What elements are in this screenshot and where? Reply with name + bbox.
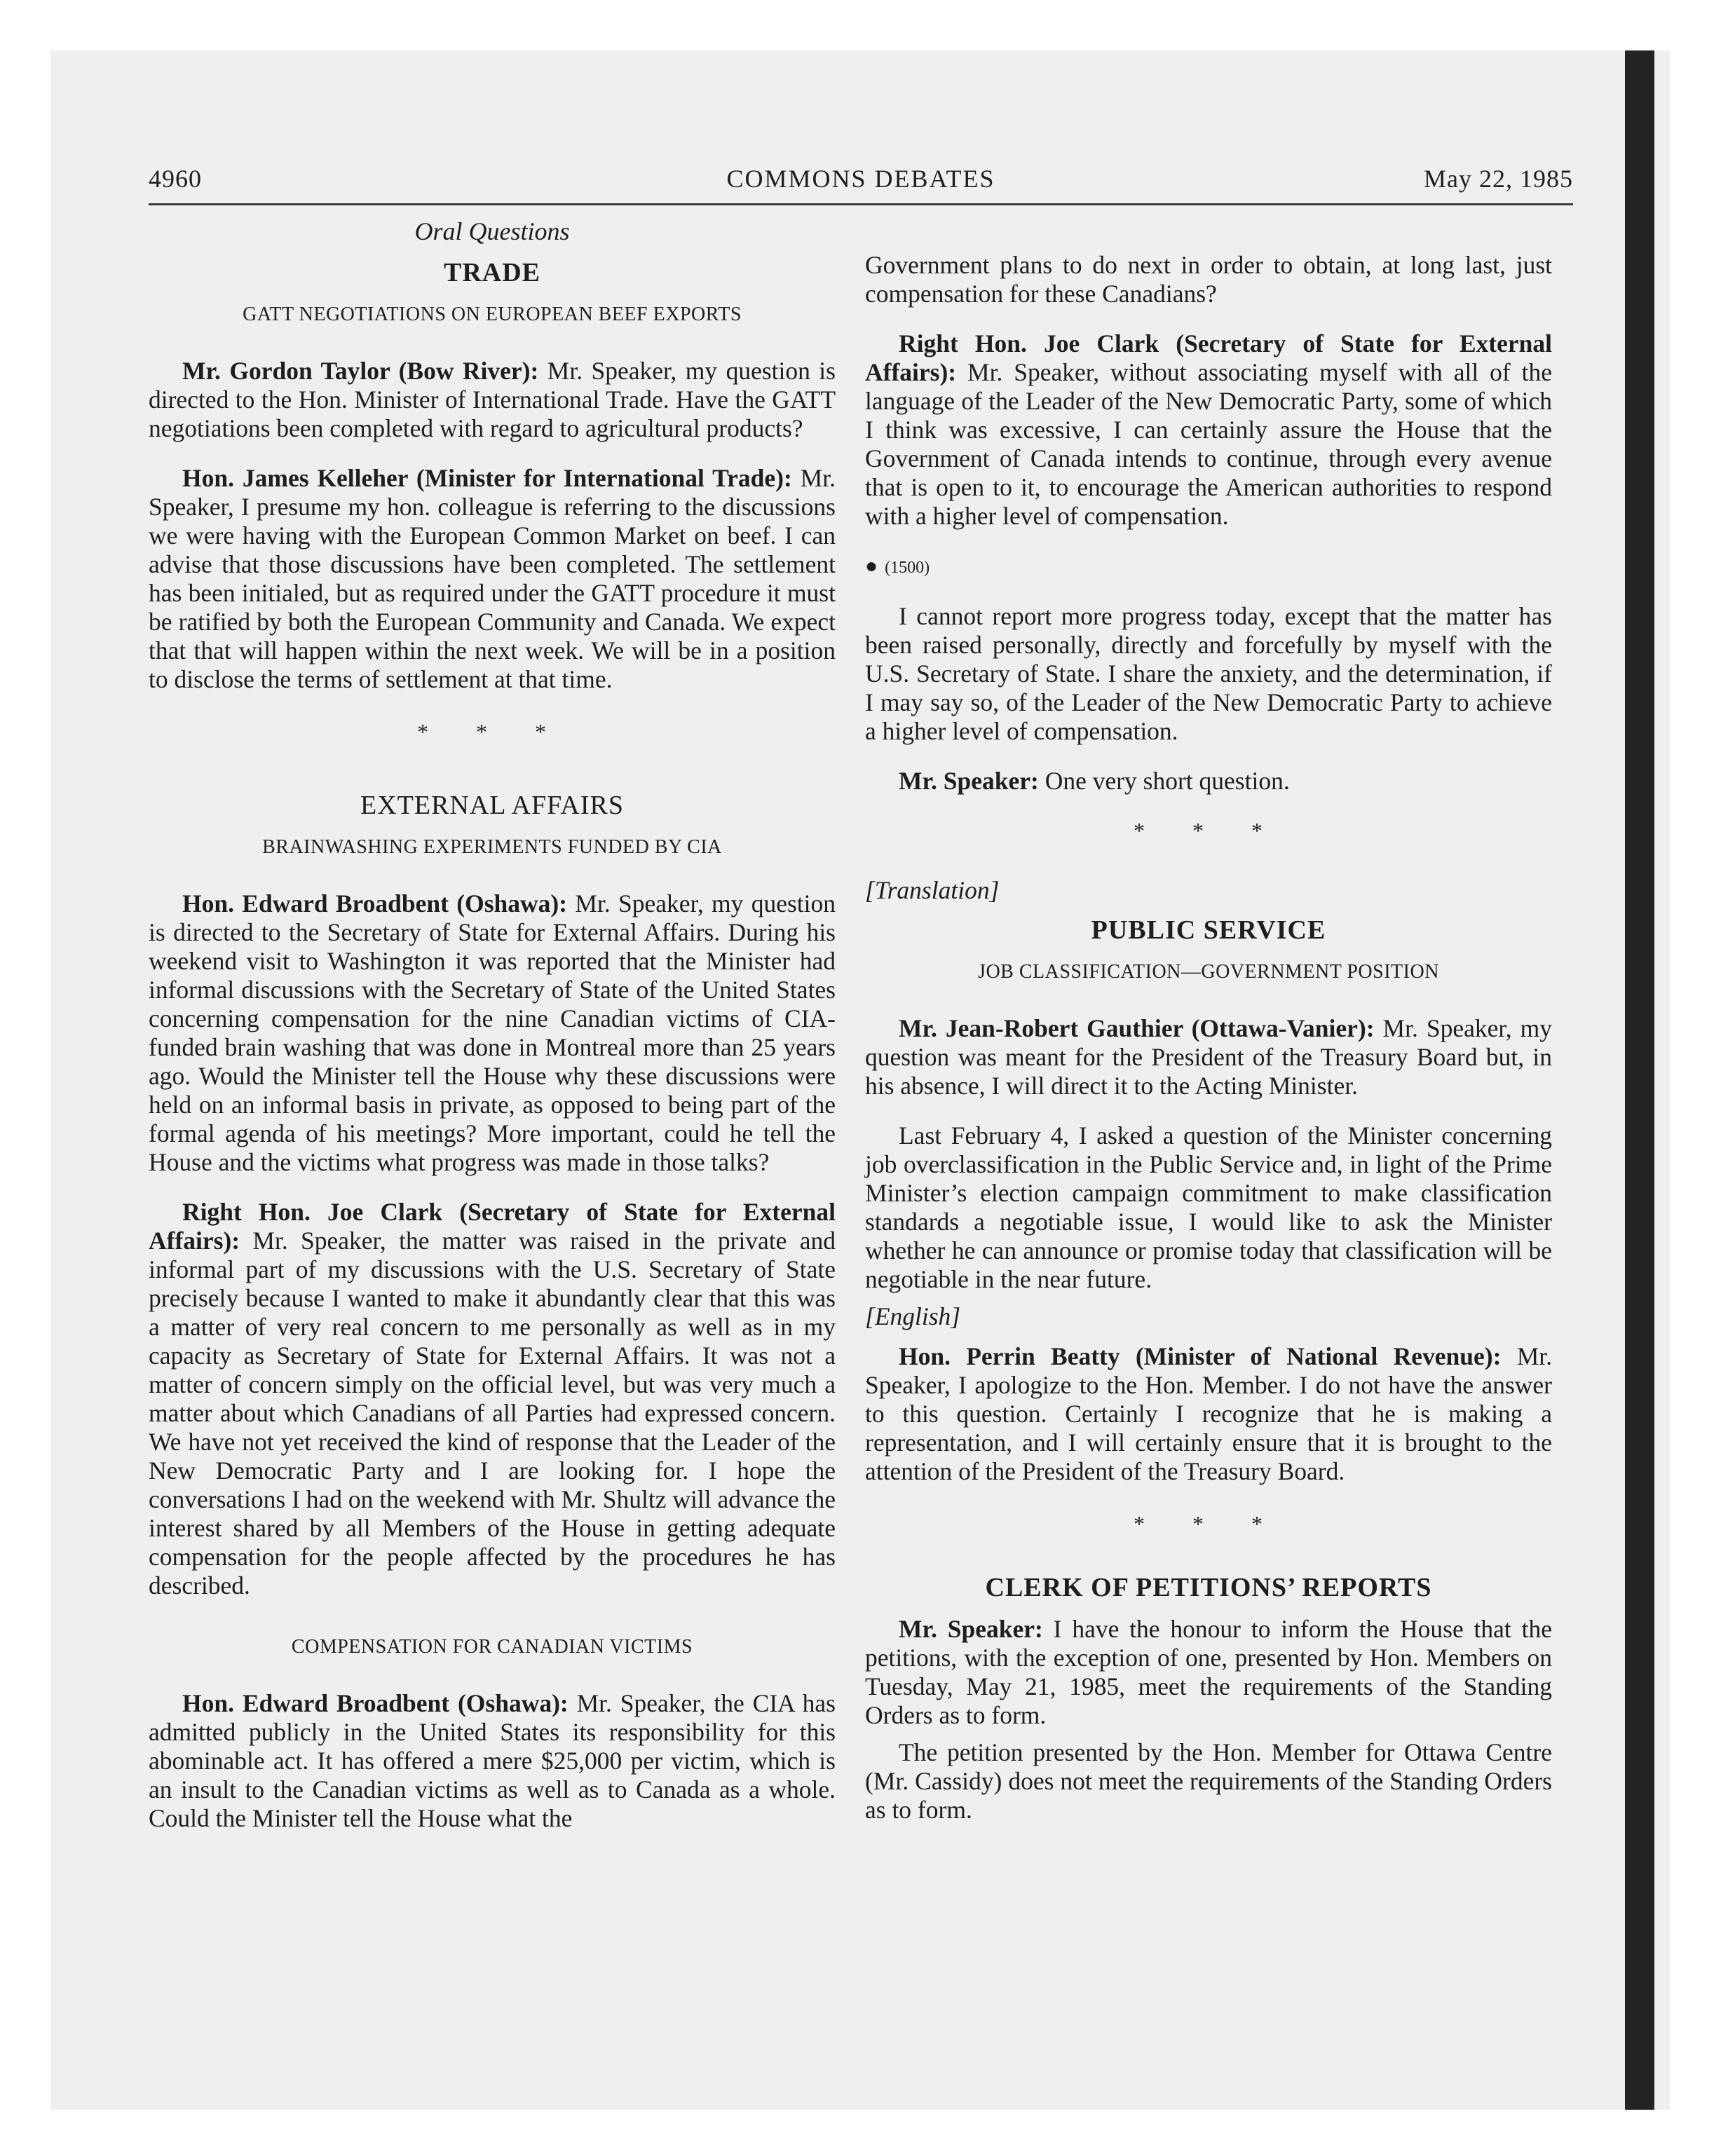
speaker-name: Right Hon. Joe Clark (Secretary of State for External Affairs): [149, 1198, 836, 1255]
petition-note: The petition presented by the Hon. Member for Ottawa Centre (Mr. Cassidy) does not meet the requirements of the Standing Orders as to form. [865, 1738, 1552, 1824]
speaker-name: Hon. Perrin Beatty (Minister of National Revenue): [899, 1342, 1502, 1370]
speech-speaker [865, 767, 1552, 796]
speech-text: Mr. Speaker, my question was meant for the President of the Treasury Board but, in his absence, I will direct it to the Acting Minister. [865, 1014, 1552, 1100]
speech-text: Mr. Speaker, the CIA has admitted publicly in the United States its responsibility for this abominable act. It has offered a mere $25,000 per victim, which is an insult to the Canadian victims as well as to Canada as a whole. Could the Minister tell the House what the [149, 1689, 836, 1832]
section-divider: * * * [417, 719, 567, 744]
speaker-name: Mr. Gordon Taylor (Bow River): [182, 357, 539, 385]
speech-text: One very short question. [1038, 767, 1290, 795]
speaker-name: Mr. Speaker: [899, 767, 1039, 795]
english-tag: [English] [865, 1302, 961, 1330]
speech-text: Mr. Speaker, I presume my hon. colleague is referring to the discussions we were having with the European Common Market on beef. I can advise that those discussions have been completed. The settlement has been initialed, but as required under the GATT procedure it must be ratified by both the European Community and Canada. We expect that that will happen within the next week. We will be in a position to disclose the terms of settlement at that time. [149, 464, 836, 693]
subheading-gatt: GATT NEGOTIATIONS ON EUROPEAN BEEF EXPORTS [243, 303, 742, 325]
running-head [149, 161, 1573, 205]
speech-gauthier-cont: Last February 4, I asked a question of the Minister concerning job overclassification in the Public Service and, in light of the Prime Minister’s election campaign commitment to make classification standards a negotiable issue, I would like to ask the Minister whether he can announce or promise today that classification will be negotiable in the near future. [865, 1121, 1552, 1293]
speech-broadbent-2 [149, 1689, 836, 1833]
time-mark-text: (1500) [885, 559, 930, 577]
subheading-brainwashing: BRAINWASHING EXPERIMENTS FUNDED BY CIA [262, 836, 722, 858]
speech-clark-2 [865, 329, 1552, 531]
speech-text: Mr. Speaker, my question is directed to the Hon. Minister of International Trade. Have the GATT negotiations been completed with regard to agricultural products? [149, 357, 836, 442]
speech-continuation: Government plans to do next in order to obtain, at long last, just compensation for these Canadians? [865, 251, 1552, 308]
speaker-name: Right Hon. Joe Clark (Secretary of State for External Affairs): [865, 329, 1552, 386]
heading-external-affairs: EXTERNAL AFFAIRS [360, 791, 624, 820]
speaker-name: Mr. Jean-Robert Gauthier (Ottawa-Vanier): [899, 1014, 1375, 1042]
section-divider: * * * [1134, 1511, 1284, 1536]
heading-trade: TRADE [443, 258, 541, 287]
bullet-icon: ● [865, 554, 878, 578]
speech-taylor [149, 357, 836, 443]
speech-clark-cont: I cannot report more progress today, except that the matter has been raised personally, directly and forcefully by myself with the U.S. Secretary of State. I share the anxiety, and the determination, if I may say so, of the Leader of the New Democratic Party to achieve a higher level of compensation. [865, 602, 1552, 745]
subheading-compensation: COMPENSATION FOR CANADIAN VICTIMS [291, 1636, 693, 1658]
page-number: 4960 [149, 165, 202, 193]
speech-kelleher [149, 464, 836, 694]
section-label: Oral Questions [414, 217, 570, 245]
journal-title: COMMONS DEBATES [726, 165, 995, 193]
speech-gauthier [865, 1014, 1552, 1100]
translation-tag: [Translation] [865, 876, 1000, 904]
speech-broadbent [149, 889, 836, 1177]
speech-speaker-petitions [865, 1615, 1552, 1730]
speech-text: I have the honour to inform the House that the petitions, with the exception of one, presented by Hon. Members on Tuesday, May 21, 1985, meet the requirements of the Standing Orders as to form. [865, 1615, 1552, 1729]
speech-clark [149, 1198, 836, 1600]
time-mark [865, 552, 1552, 582]
right-column [865, 251, 1552, 1845]
speech-text: Mr. Speaker, the matter was raised in the private and informal part of my discussions with the U.S. Secretary of State precisely because I wanted to make it abundantly clear that this was a matter of very real concern to me personally as well as in my capacity as Secretary of State for External Affairs. It was not a matter of concern simply on the official level, but was very much a matter about which Canadians of all Parties had expressed concern. We have not yet received the kind of response that the Leader of the New Democratic Party and I are looking for. I hope the conversations I had on the weekend with Mr. Shultz will advance the interest shared by all Members of the House in getting adequate compensation for the people affected by the procedures he has described. [149, 1227, 836, 1599]
speaker-name: Mr. Speaker: [899, 1615, 1043, 1643]
page-date: May 22, 1985 [1424, 165, 1573, 193]
speaker-name: Hon. Edward Broadbent (Oshawa): [182, 1689, 569, 1717]
speech-beatty [865, 1342, 1552, 1486]
subheading-job-classification: JOB CLASSIFICATION—GOVERNMENT POSITION [978, 961, 1439, 983]
binding-edge [1625, 50, 1654, 2110]
speech-text: Mr. Speaker, I apologize to the Hon. Member. I do not have the answer to this question. Certainly I recognize that he is making a representation, and I will certainly ensure that it is brought to the attention of the President of the Treasury Board. [865, 1342, 1553, 1485]
speaker-name: Hon. James Kelleher (Minister for International Trade): [182, 464, 792, 492]
speaker-name: Hon. Edward Broadbent (Oshawa): [182, 889, 568, 917]
heading-petitions: CLERK OF PETITIONS’ REPORTS [985, 1573, 1432, 1602]
speech-text: Mr. Speaker, without associating myself with all of the language of the Leader of the New Democratic Party, some of which I think was excessive, I can certainly assure the House that the Government of Canada intends to continue, through every avenue that is open to it, to encourage the American authorities to respond with a higher level of compensation. [865, 358, 1552, 530]
heading-public-service: PUBLIC SERVICE [1091, 915, 1326, 945]
speech-text: Mr. Speaker, my question is directed to the Secretary of State for External Affairs. During his weekend visit to Washington it was reported that the Minister had informal discussions with the Secretary of State of the United States concerning compensation for the nine Canadian victims of CIA-funded brain washing that was done in Montreal more than 25 years ago. Would the Minister tell the House why these discussions were held on an informal basis in private, as opposed to being part of the formal agenda of his meetings? More important, could he tell the House and the victims what progress was made in those talks? [149, 889, 836, 1176]
left-column [149, 210, 836, 1854]
section-divider: * * * [1134, 818, 1284, 843]
